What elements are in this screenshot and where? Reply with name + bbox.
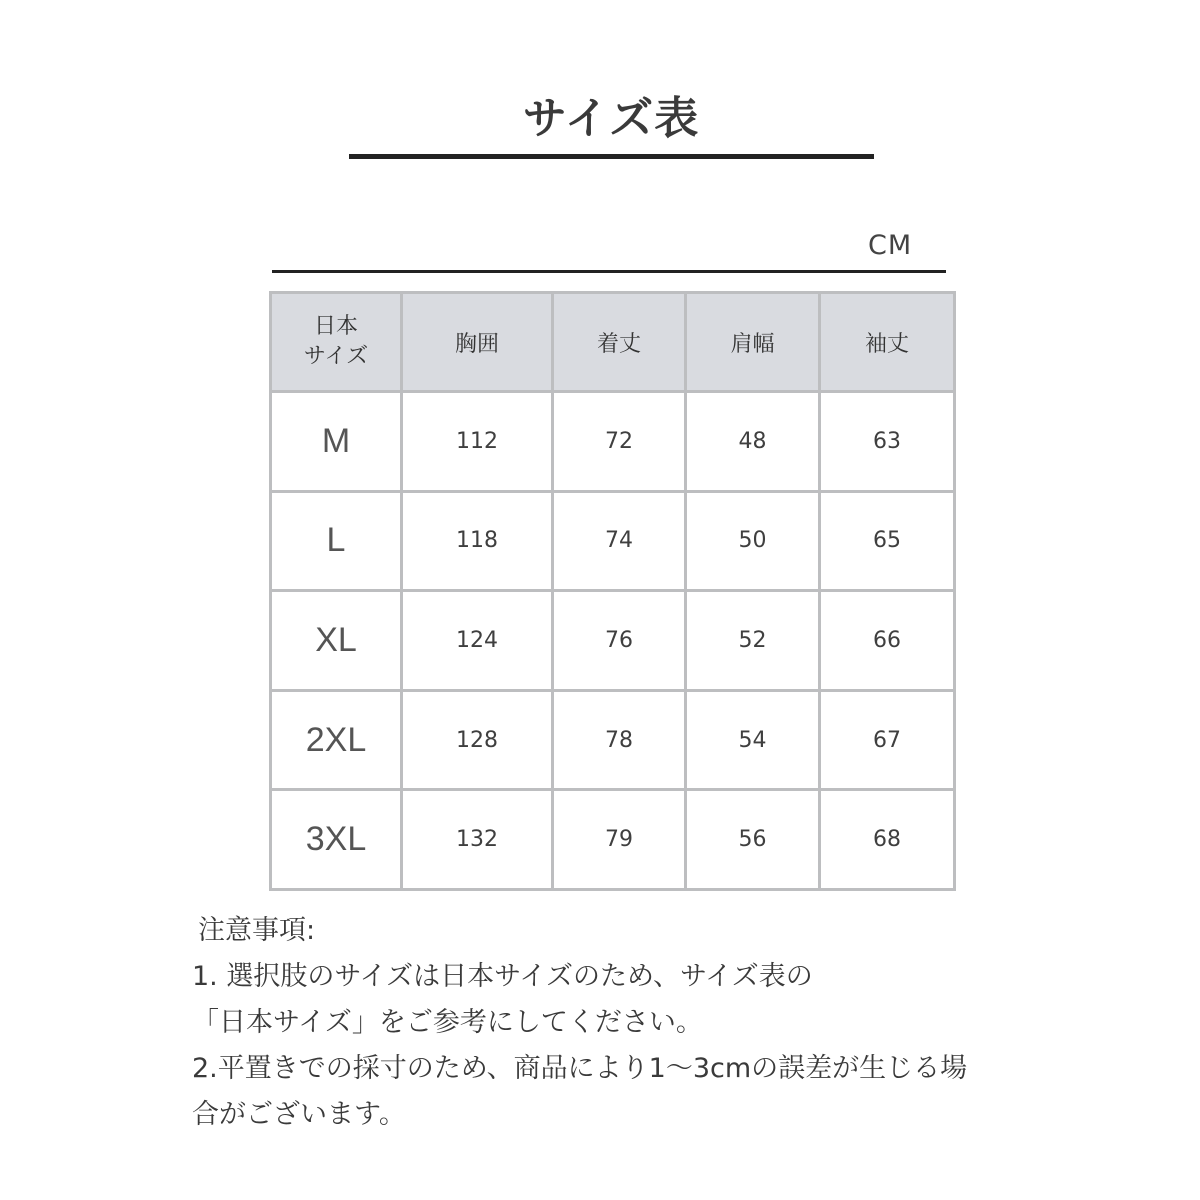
size-cell: L: [271, 491, 402, 591]
table-row: [271, 491, 955, 591]
sleeve-cell: 68: [820, 790, 955, 890]
sleeve-cell: 65: [820, 491, 955, 591]
column-header-length: 着丈: [553, 293, 686, 392]
notes-title: 注意事項:: [198, 915, 316, 946]
shoulder-cell: 54: [686, 690, 820, 790]
size-cell: 2XL: [271, 690, 402, 790]
chest-cell: 112: [402, 392, 553, 492]
shoulder-cell: 56: [686, 790, 820, 890]
shoulder-cell: 50: [686, 491, 820, 591]
unit-divider: [272, 270, 946, 273]
sleeve-cell: 63: [820, 392, 955, 492]
unit-label: CM: [868, 230, 913, 261]
page-title: サイズ表: [522, 93, 700, 144]
note-line: 「日本サイズ」をご参考にしてください。: [192, 1007, 703, 1038]
sleeve-cell: 66: [820, 591, 955, 691]
size-cell: M: [271, 392, 402, 492]
size-cell: XL: [271, 591, 402, 691]
column-header-japan-size: [271, 293, 402, 392]
chest-cell: 118: [402, 491, 553, 591]
title-underline: [349, 154, 874, 159]
size-table: [269, 291, 956, 891]
note-line: 2.平置きでの採寸のため、商品により1～3cmの誤差が生じる場: [192, 1053, 968, 1084]
length-cell: 72: [553, 392, 686, 492]
sleeve-cell: 67: [820, 690, 955, 790]
chest-cell: 132: [402, 790, 553, 890]
length-cell: 76: [553, 591, 686, 691]
column-header-label: 日本 サイズ: [303, 314, 369, 369]
notes-section: [192, 908, 1032, 1138]
shoulder-cell: 48: [686, 392, 820, 492]
chest-cell: 128: [402, 690, 553, 790]
length-cell: 79: [553, 790, 686, 890]
length-cell: 78: [553, 690, 686, 790]
table-row: [271, 690, 955, 790]
note-line: 1. 選択肢のサイズは日本サイズのため、サイズ表の: [192, 961, 813, 992]
column-header-shoulder: 肩幅: [686, 293, 820, 392]
note-line: 合がございます。: [192, 1099, 406, 1130]
table-header-row: [271, 293, 955, 392]
chest-cell: 124: [402, 591, 553, 691]
length-cell: 74: [553, 491, 686, 591]
shoulder-cell: 52: [686, 591, 820, 691]
column-header-chest: 胸囲: [402, 293, 553, 392]
table-row: [271, 392, 955, 492]
table-row: [271, 790, 955, 890]
table-row: [271, 591, 955, 691]
column-header-sleeve: 袖丈: [820, 293, 955, 392]
size-cell: 3XL: [271, 790, 402, 890]
